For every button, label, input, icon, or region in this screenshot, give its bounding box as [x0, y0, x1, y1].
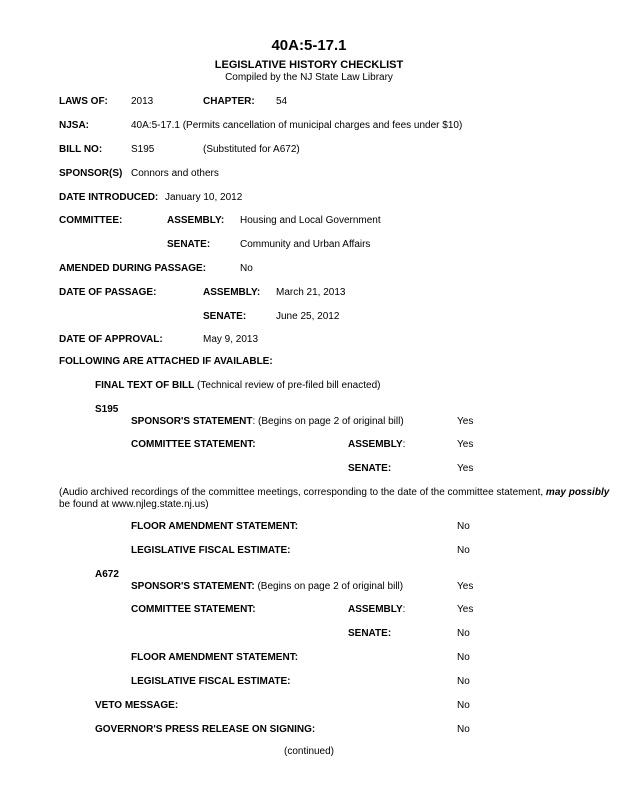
- s195-assembly: [348, 439, 405, 451]
- njsa-value: 40A:5-17.1 (Permits cancellation of municipal charges and fees under $10): [131, 120, 463, 131]
- a672-sponsor-statement-value: Yes: [457, 581, 474, 592]
- approval-label: DATE OF APPROVAL:: [59, 334, 163, 345]
- a672-assembly-colon: :: [402, 604, 406, 615]
- document-code: 40A:5-17.1: [271, 37, 347, 54]
- s195-sponsor-statement-note: : (Begins on page 2 of original bill): [252, 416, 404, 427]
- audio-note-emphasis: may possibly: [545, 487, 610, 498]
- a672-committee-statement-label: COMMITTEE STATEMENT:: [131, 604, 256, 615]
- chapter-value: 54: [276, 96, 288, 107]
- a672-senate-value: No: [457, 628, 470, 639]
- committee-senate-value: Community and Urban Affairs: [240, 239, 371, 250]
- committee-assembly-value: Housing and Local Government: [240, 215, 381, 226]
- s195-fiscal-label: LEGISLATIVE FISCAL ESTIMATE:: [131, 545, 291, 556]
- veto-label: VETO MESSAGE:: [95, 700, 179, 711]
- passage-label: DATE OF PASSAGE:: [59, 287, 157, 298]
- a672-assembly-label: ASSEMBLY: [348, 604, 403, 615]
- s195-assembly-colon: :: [402, 439, 406, 450]
- s195-fiscal-value: No: [457, 545, 470, 556]
- s195-senate-label: SENATE:: [348, 463, 392, 474]
- press-release-label: GOVERNOR'S PRESS RELEASE ON SIGNING:: [95, 724, 316, 735]
- final-text-line: [95, 380, 380, 392]
- a672-sponsor-statement: [131, 581, 403, 593]
- s195-sponsor-statement-label: SPONSOR'S STATEMENT: [131, 416, 253, 427]
- veto-value: No: [457, 700, 470, 711]
- s195-senate-value: Yes: [457, 463, 474, 474]
- njsa-label: NJSA:: [59, 120, 90, 131]
- a672-fiscal-label: LEGISLATIVE FISCAL ESTIMATE:: [131, 676, 291, 687]
- amended-value: No: [240, 263, 253, 274]
- a672-floor-value: No: [457, 652, 470, 663]
- a672-bill-label: A672: [95, 569, 119, 580]
- press-release-value: No: [457, 724, 470, 735]
- audio-note-line-1: [59, 487, 609, 499]
- committee-senate-label: SENATE:: [167, 239, 211, 250]
- s195-bill-label: S195: [95, 404, 119, 415]
- audio-note-text: (Audio archived recordings of the committee meetings, corresponding to the date of the committee statement,: [59, 487, 546, 498]
- passage-senate-label: SENATE:: [203, 311, 247, 322]
- s195-committee-statement-label: COMMITTEE STATEMENT:: [131, 439, 256, 450]
- amended-label: AMENDED DURING PASSAGE:: [59, 263, 207, 274]
- sponsors-label: SPONSOR(S): [59, 168, 123, 179]
- bill-no-value: S195: [131, 144, 155, 155]
- a672-senate-label: SENATE:: [348, 628, 392, 639]
- committee-label: COMMITTEE:: [59, 215, 123, 226]
- attached-heading: FOLLOWING ARE ATTACHED IF AVAILABLE:: [59, 356, 273, 367]
- a672-assembly-value: Yes: [457, 604, 474, 615]
- bill-no-note: (Substituted for A672): [203, 144, 300, 155]
- s195-floor-value: No: [457, 521, 470, 532]
- final-text-note: (Technical review of pre-filed bill enacted): [197, 380, 381, 391]
- a672-fiscal-value: No: [457, 676, 470, 687]
- date-introduced-value: January 10, 2012: [165, 192, 243, 203]
- passage-senate-value: June 25, 2012: [276, 311, 340, 322]
- committee-assembly-label: ASSEMBLY:: [167, 215, 225, 226]
- a672-floor-label: FLOOR AMENDMENT STATEMENT:: [131, 652, 299, 663]
- audio-note-line-2: be found at www.njleg.state.nj.us): [59, 499, 209, 510]
- bill-no-label: BILL NO:: [59, 144, 103, 155]
- passage-assembly-label: ASSEMBLY:: [203, 287, 261, 298]
- a672-sponsor-statement-note: (Begins on page 2 of original bill): [254, 581, 404, 592]
- laws-of-value: 2013: [131, 96, 154, 107]
- laws-of-label: LAWS OF:: [59, 96, 108, 107]
- s195-sponsor-statement-value: Yes: [457, 416, 474, 427]
- continued-note: (continued): [283, 746, 335, 757]
- document-title: LEGISLATIVE HISTORY CHECKLIST: [214, 59, 404, 71]
- s195-assembly-value: Yes: [457, 439, 474, 450]
- passage-assembly-value: March 21, 2013: [276, 287, 346, 298]
- a672-sponsor-statement-label: SPONSOR'S STATEMENT:: [131, 581, 255, 592]
- final-text-label: FINAL TEXT OF BILL: [95, 380, 195, 391]
- s195-assembly-label: ASSEMBLY: [348, 439, 403, 450]
- chapter-label: CHAPTER:: [203, 96, 255, 107]
- compiled-by: Compiled by the NJ State Law Library: [225, 72, 393, 83]
- s195-sponsor-statement: [131, 416, 404, 428]
- s195-floor-label: FLOOR AMENDMENT STATEMENT:: [131, 521, 299, 532]
- date-introduced-label: DATE INTRODUCED:: [59, 192, 159, 203]
- a672-assembly: [348, 604, 405, 616]
- sponsors-value: Connors and others: [131, 168, 219, 179]
- approval-value: May 9, 2013: [203, 334, 259, 345]
